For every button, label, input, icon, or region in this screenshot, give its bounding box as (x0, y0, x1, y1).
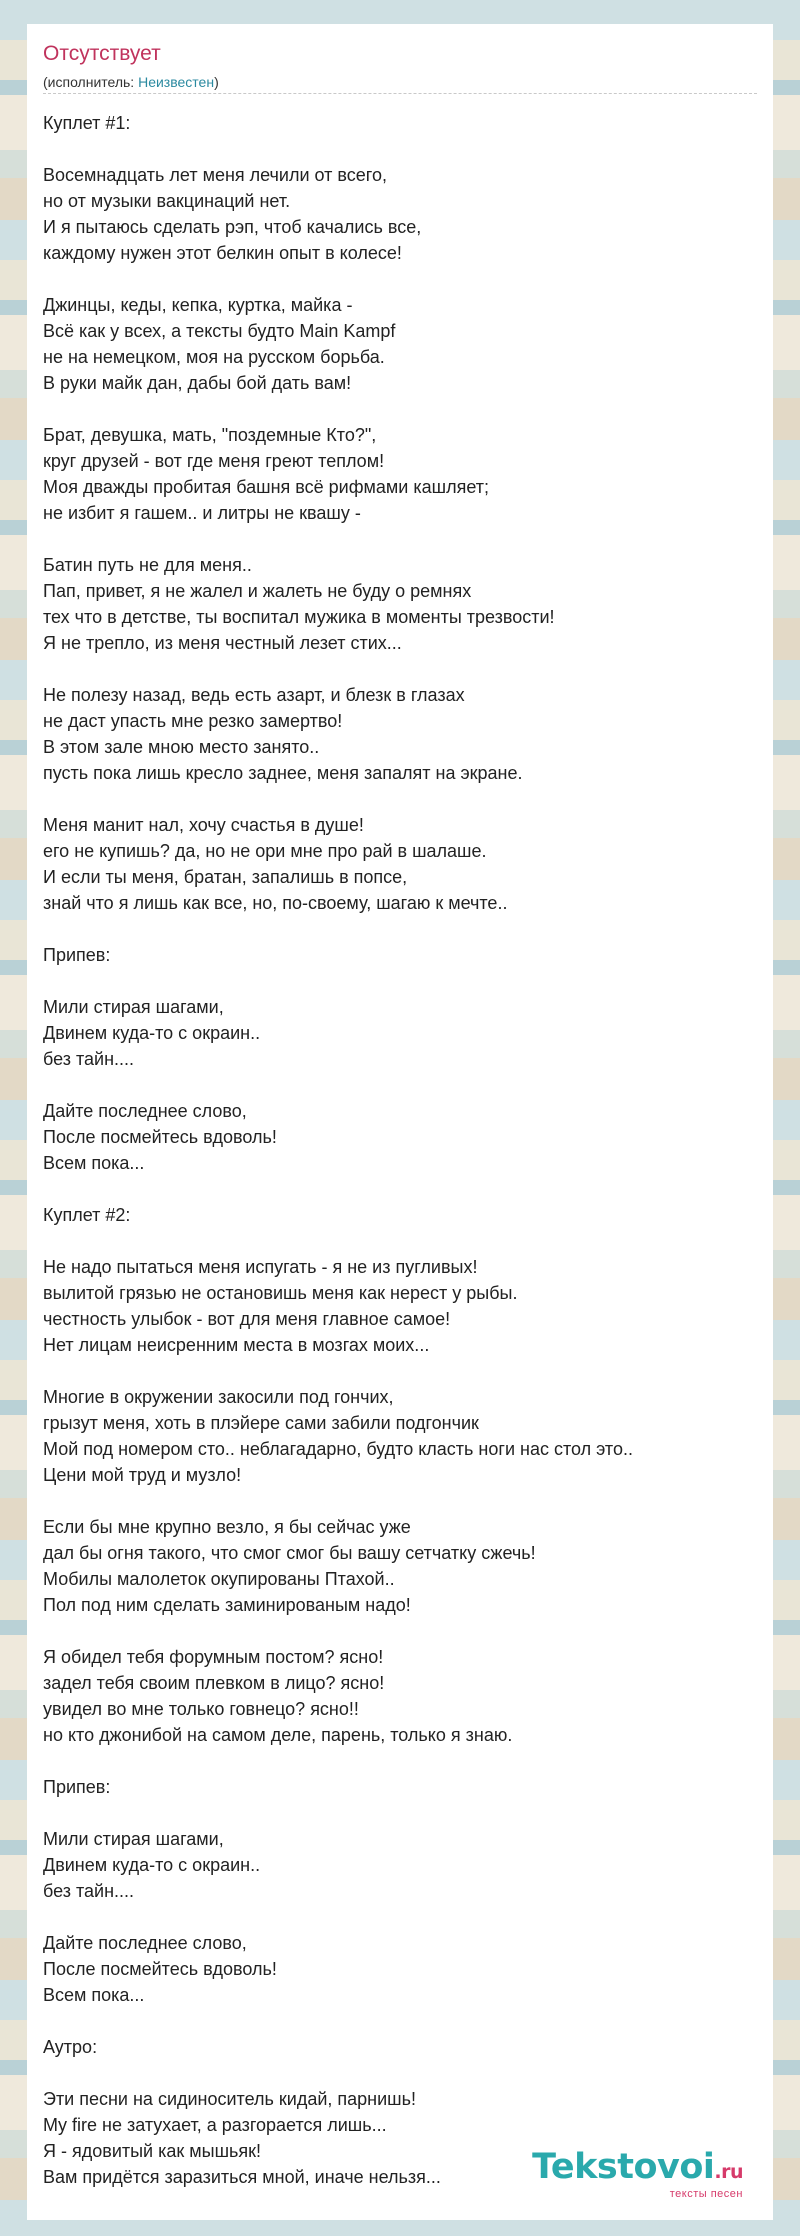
artist-prefix: (исполнитель: (43, 74, 139, 90)
artist-link[interactable]: Неизвестен (138, 74, 215, 90)
artist-suffix: ) (214, 74, 219, 90)
logo-tld: .ru (714, 2161, 743, 2183)
artist-line (43, 74, 219, 90)
divider (43, 93, 757, 94)
lyrics-text: Куплет #1: Восемнадцать лет меня лечили от всего, но от музыки вакцинаций нет. И я пытаюсь сделать рэп, чтоб качались все, каждому нужен этот белкин опыт в колесе! Джинцы, кеды, кепка, куртка, майка - Всё как у всех, а тексты будто Main Kampf не на немецком, моя на русском борьба. В руки майк дан, дабы бой дать вам! Брат, девушка, мать, "поздемные Кто?", круг друзей - вот где меня греют теплом! Моя дважды пробитая башня всё рифмами кашляет; не избит я гашем.. и литры не квашу - Батин путь не для меня.. Пап, привет, я не жалел и жалеть не буду о ремнях тех что в детстве, ты воспитал мужика в моменты трезвости! Я не трепло, из меня честный лезет стих... Не полезу назад, ведь есть азарт, и блезк в глазах не даст упасть мне резко замертво! В этом зале мною место занято.. пусть пока лишь кресло заднее, меня запалят на экране. Меня манит нал, хочу счастья в душе! его не купишь? да, но не ори мне про рай в шалаше. И если ты меня, братан, запалишь в попсе, знай что я лишь как все, но, по-своему, шагаю к мечте.. Припев: Мили стирая шагами, Двинем куда-то с окраин.. без тайн.... Дайте последнее слово, После посмейтесь вдоволь! Всем пока... Куплет #2: Не надо пытаться меня испугать - я не из пугливых! вылитой грязью не остановишь меня как нерест у рыбы. честность улыбок - вот для меня главное самое! Нет лицам неисренним места в мозгах моих... Многие в окружении закосили под гончих, грызут меня, хоть в плэйере сами забили подгончик Мой под номером сто.. неблагадарно, будто класть ноги нас стол это.. Цени мой труд и музло! Если бы мне крупно везло, я бы сейчас уже дал бы огня такого, что смог смог бы вашу сетчатку сжечь! Мобилы малолеток окупированы Птахой.. Пол под ним сделать заминированым надо! Я обидел тебя форумным постом? ясно! задел тебя своим плевком в лицо? ясно! увидел во мне только говнецо? ясно!! но кто джонибой на самом деле, парень, только я знаю. Припев: Мили стирая шагами, Двинем куда-то с окраин.. без тайн.... Дайте последнее слово, После посмейтесь вдоволь! Всем пока... Аутро: Эти песни на сидиноситель кидай, парнишь! My fire не затухает, а разгорается лишь... Я - ядовитый как мышьяк! Вам придётся заразиться мной, иначе нельзя... (43, 113, 633, 2187)
song-title: Отсутствует (43, 42, 161, 65)
logo-name: Tekstovoi (532, 2147, 715, 2187)
lyrics-card (27, 24, 773, 2220)
logo-tagline: тексты песен (669, 2188, 743, 2200)
site-logo[interactable] (532, 2148, 743, 2200)
